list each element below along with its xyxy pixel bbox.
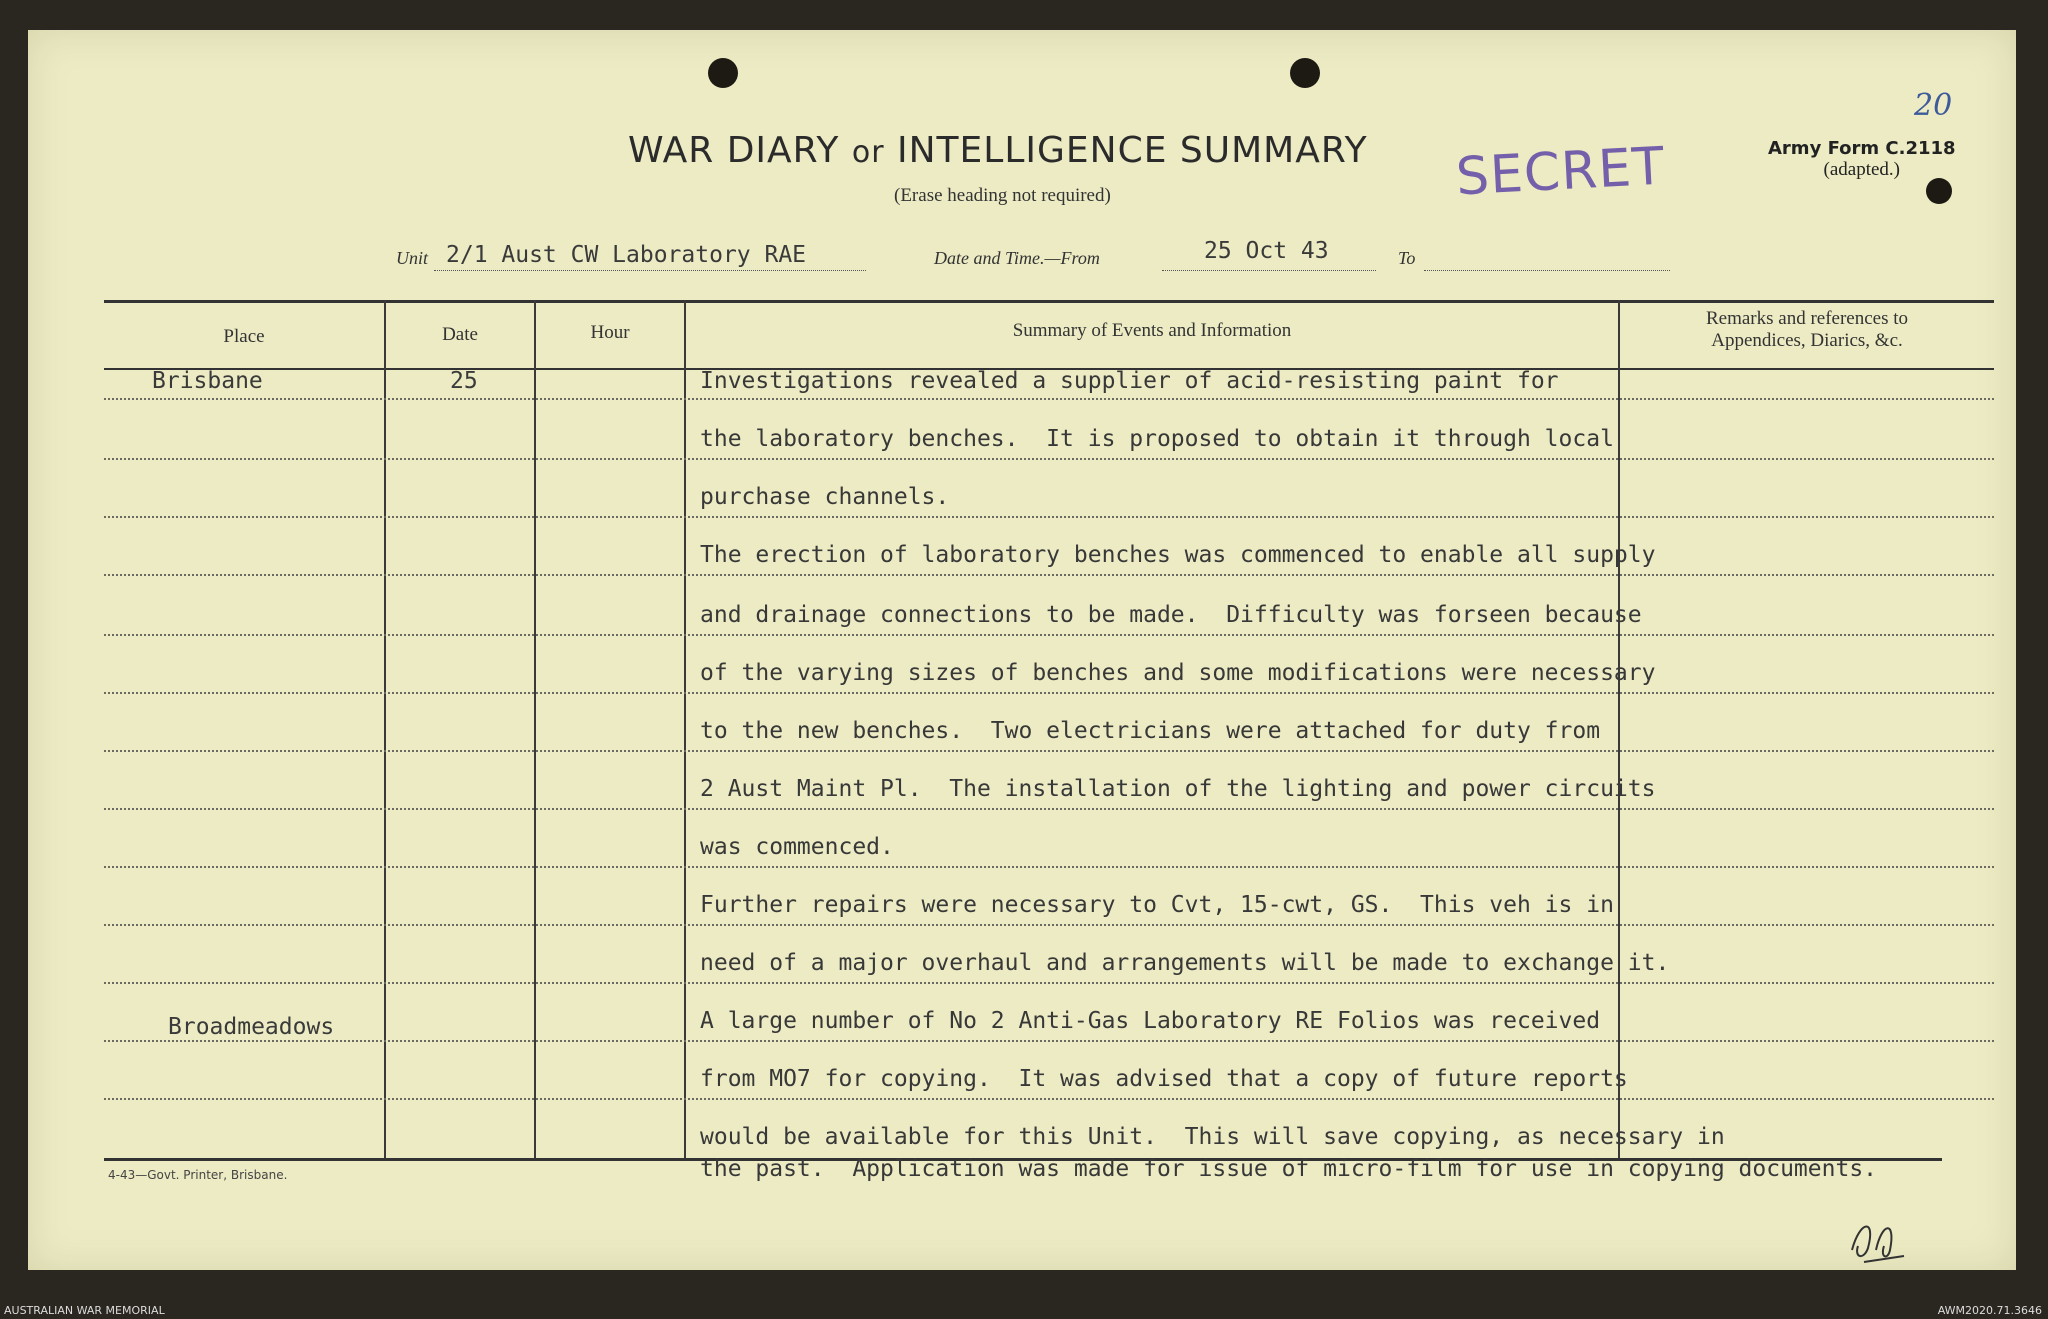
row-separator <box>104 574 1994 576</box>
page-number: 20 <box>1914 88 1953 123</box>
summary-line: purchase channels. <box>700 484 950 510</box>
title-part1: WAR DIARY <box>628 130 840 171</box>
erase-note: (Erase heading not required) <box>894 185 1111 206</box>
row-separator <box>104 982 1994 984</box>
paper-tear <box>1926 178 1952 204</box>
column-divider <box>534 300 536 1158</box>
column-header-date: Date <box>442 324 478 345</box>
table-top-rule <box>104 300 1994 303</box>
column-header-place: Place <box>223 326 265 347</box>
remarks-header-line2: Appendices, Diarics, &c. <box>1711 330 1903 351</box>
unit-underline <box>434 270 866 271</box>
footer-accession-number: AWM2020.71.3646 <box>1937 1304 2042 1317</box>
column-header-hour: Hour <box>590 322 630 343</box>
entry-place: Broadmeadows <box>168 1014 335 1040</box>
row-separator <box>104 692 1994 694</box>
summary-line: A large number of No 2 Anti-Gas Laboratory RE Folios was received <box>700 1008 1601 1034</box>
row-separator <box>104 1040 1994 1042</box>
unit-value: 2/1 Aust CW Laboratory RAE <box>446 242 807 268</box>
army-form-label <box>1768 138 1956 181</box>
row-separator <box>104 808 1994 810</box>
row-separator <box>104 634 1994 636</box>
row-separator <box>104 398 1994 400</box>
column-divider <box>384 300 386 1158</box>
printer-note: 4-43—Govt. Printer, Brisbane. <box>108 1168 288 1182</box>
form-title <box>628 130 1528 171</box>
summary-line: was commenced. <box>700 834 894 860</box>
summary-line: Investigations revealed a supplier of acid-resisting paint for <box>700 368 1559 394</box>
footer-institution: AUSTRALIAN WAR MEMORIAL <box>4 1304 165 1317</box>
date-value: 25 Oct 43 <box>1204 238 1329 264</box>
secret-stamp: SECRET <box>1454 136 1667 208</box>
row-separator <box>104 750 1994 752</box>
entry-place: Brisbane <box>152 368 263 394</box>
row-separator <box>104 866 1994 868</box>
summary-line: the past. Application was made for issue of micro-film for use in copying documents. <box>700 1156 1878 1182</box>
unit-label: Unit <box>396 248 429 268</box>
summary-line: Further repairs were necessary to Cvt, 15-cwt, GS. This veh is in <box>700 892 1614 918</box>
summary-line: from MO7 for copying. It was advised that a copy of future reports <box>700 1066 1628 1092</box>
summary-line: would be available for this Unit. This will save copying, as necessary in <box>700 1124 1725 1150</box>
summary-line: need of a major overhaul and arrangements will be made to exchange it. <box>700 950 1670 976</box>
summary-line: and drainage connections to be made. Difficulty was forseen because <box>700 602 1642 628</box>
army-form-number: Army Form C.2118 <box>1768 138 1956 159</box>
initials-signature <box>1846 1210 1916 1270</box>
column-divider <box>1618 300 1620 1158</box>
column-header-summary: Summary of Events and Information <box>1012 320 1292 341</box>
summary-line: The erection of laboratory benches was commenced to enable all supply <box>700 542 1656 568</box>
summary-line: of the varying sizes of benches and some modifications were necessary <box>700 660 1656 686</box>
to-label: To <box>1398 248 1416 268</box>
punch-hole <box>708 58 738 88</box>
diary-page <box>28 30 2016 1270</box>
title-or: or <box>851 135 885 170</box>
summary-line: to the new benches. Two electricians were attached for duty from <box>700 718 1601 744</box>
row-separator <box>104 924 1994 926</box>
punch-hole <box>1290 58 1320 88</box>
to-underline <box>1424 270 1670 271</box>
entry-date: 25 <box>450 368 478 394</box>
row-separator <box>104 458 1994 460</box>
remarks-header-line1: Remarks and references to <box>1705 308 1909 329</box>
column-divider <box>684 300 686 1158</box>
summary-line: the laboratory benches. It is proposed to obtain it through local <box>700 426 1614 452</box>
army-form-adapted: (adapted.) <box>1823 159 1901 180</box>
row-separator <box>104 516 1994 518</box>
date-label: Date and Time.—From <box>934 248 1100 268</box>
summary-line: 2 Aust Maint Pl. The installation of the lighting and power circuits <box>700 776 1656 802</box>
column-header-remarks <box>1620 308 1994 352</box>
row-separator <box>104 1098 1994 1100</box>
title-part2: INTELLIGENCE SUMMARY <box>897 130 1368 171</box>
date-underline <box>1162 270 1376 271</box>
